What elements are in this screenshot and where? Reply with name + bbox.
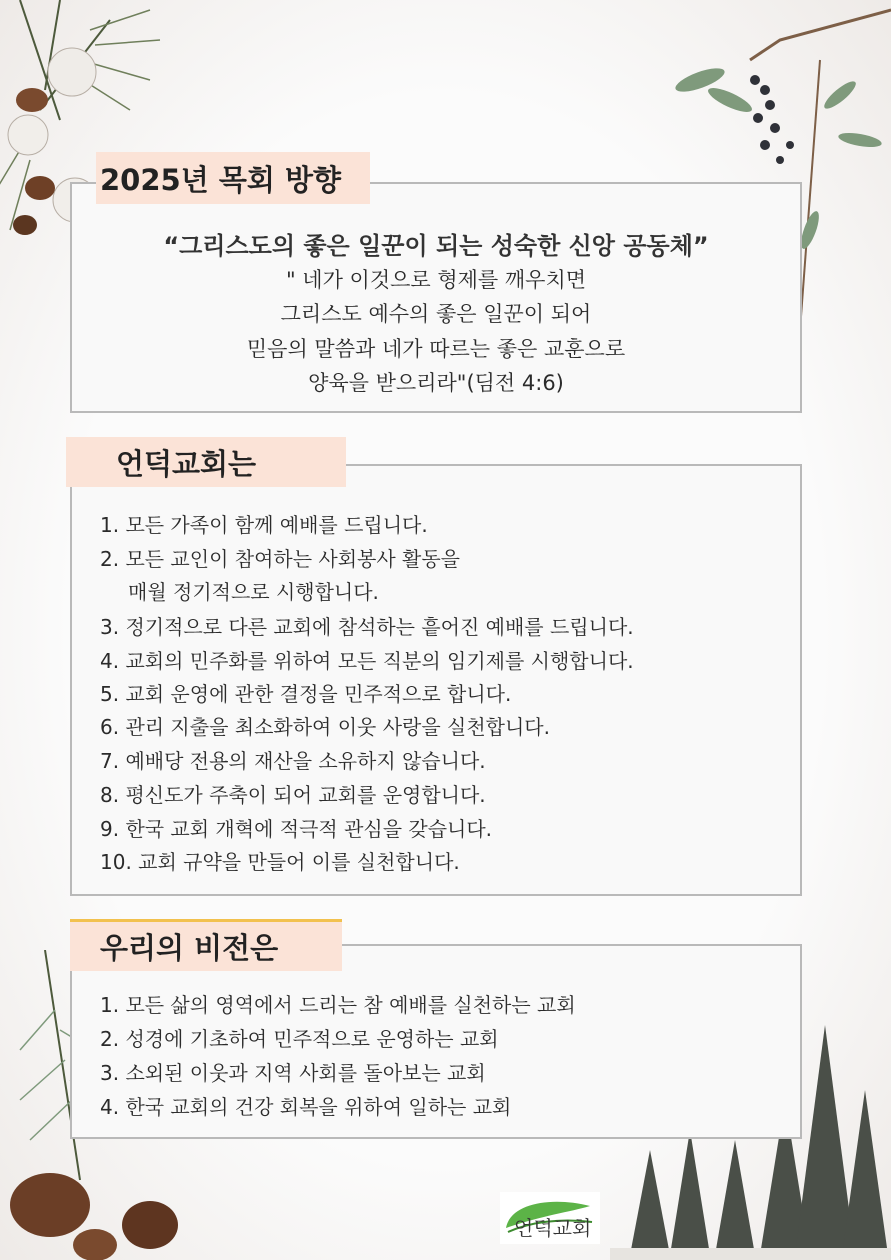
vision-item: 4. 한국 교회의 건강 회복을 위하여 일하는 교회 [100,1095,512,1119]
principle-item: 2. 모든 교인이 참여하는 사회봉사 활동을 [100,547,460,571]
vision-title [70,919,342,971]
verse-line: 양육을 받으리라"(딤전 4:6) [308,371,564,395]
church-principles-title [66,437,346,487]
principle-item-continued: 매월 정기적으로 시행합니다. [128,580,379,604]
church-logo [500,1192,600,1244]
principle-item: 3. 정기적으로 다른 교회에 참석하는 흩어진 예배를 드립니다. [100,615,634,639]
direction-title-text: 2025년 목회 방향 [100,162,341,197]
principle-item: 1. 모든 가족이 함께 예배를 드립니다. [100,513,428,537]
motto-text: “그리스도의 좋은 일꾼이 되는 성숙한 신앙 공동체” [163,232,709,260]
vision-item: 3. 소외된 이웃과 지역 사회를 돌아보는 교회 [100,1061,486,1085]
principle-item: 10. 교회 규약을 만들어 이를 실천합니다. [100,850,460,874]
verse-line: " 네가 이것으로 형제를 깨우치면 [285,268,587,292]
verse-line: 믿음의 말씀과 네가 따르는 좋은 교훈으로 [246,337,626,361]
direction-title [96,152,370,204]
verse-line: 그리스도 예수의 좋은 일꾼이 되어 [280,302,592,326]
principle-item: 8. 평신도가 주축이 되어 교회를 운영합니다. [100,783,486,807]
principle-item: 6. 관리 지출을 최소화하여 이웃 사랑을 실천합니다. [100,715,550,739]
church-principles-title-text: 언덕교회는 [116,446,257,481]
principle-item: 9. 한국 교회 개혁에 적극적 관심을 갖습니다. [100,817,493,841]
principle-item: 7. 예배당 전용의 재산을 소유하지 않습니다. [100,749,486,773]
church-logo-text: 언덕교회 [514,1216,592,1240]
vision-item: 2. 성경에 기초하여 민주적으로 운영하는 교회 [100,1027,499,1051]
principle-item: 5. 교회 운영에 관한 결정을 민주적으로 합니다. [100,682,512,706]
vision-item: 1. 모든 삶의 영역에서 드리는 참 예배를 실천하는 교회 [100,993,576,1017]
vision-title-text: 우리의 비전은 [100,931,279,965]
principle-item: 4. 교회의 민주화를 위하여 모든 직분의 임기제를 시행합니다. [100,649,634,673]
